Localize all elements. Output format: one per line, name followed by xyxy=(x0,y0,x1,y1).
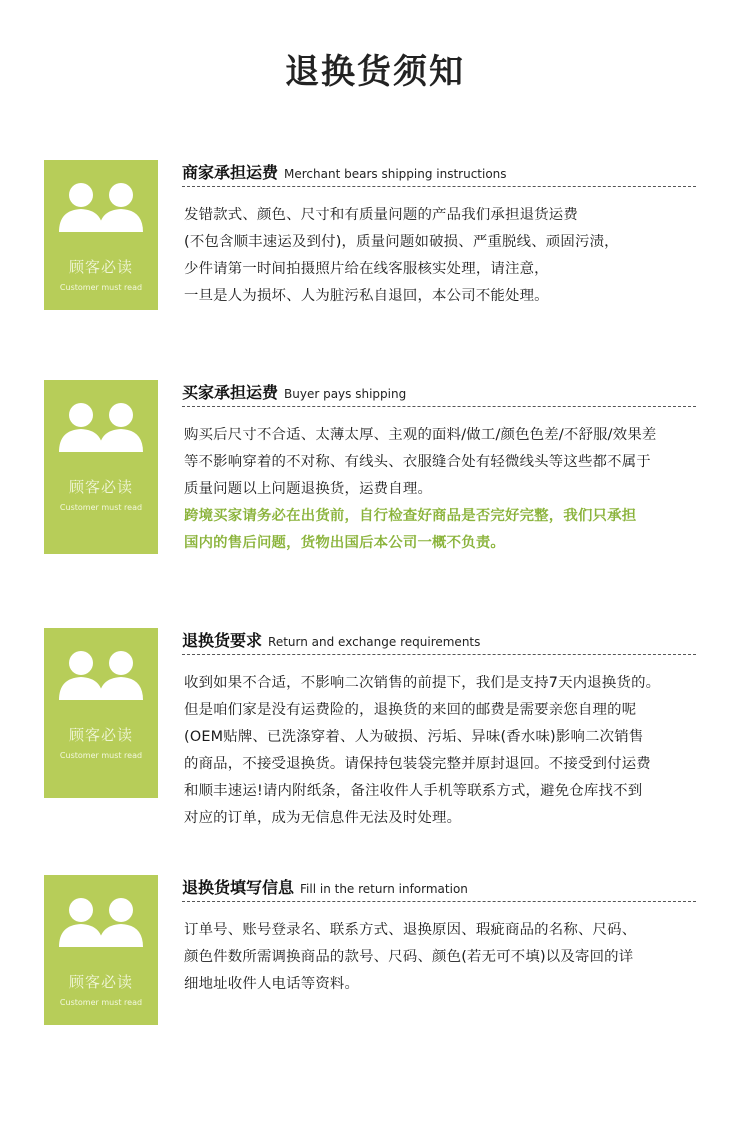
section-subtitle: Buyer pays shipping xyxy=(284,387,407,401)
badge-label: 顾客必读 xyxy=(68,258,133,276)
body-line: 但是咱们家是没有运费险的，退换货的来回的邮费是需要亲您自理的呢 xyxy=(184,702,637,718)
section-body xyxy=(184,422,712,557)
body-line: 等不影响穿着的不对称、有线头、衣服缝合处有轻微线头等这些都不属于 xyxy=(184,454,651,470)
section-body xyxy=(184,670,712,832)
customer-must-read-badge xyxy=(44,160,158,310)
body-line: 发错款式、颜色、尺寸和有质量问题的产品我们承担退货运费 xyxy=(184,207,578,223)
body-line: 购买后尺寸不合适、太薄太厚、主观的面料/做工/颜色色差/不舒服/效果差 xyxy=(184,427,657,443)
body-line: 和顺丰速运!请内附纸条，备注收件人手机等联系方式，避免仓库找不到 xyxy=(184,783,643,799)
users-icon xyxy=(51,396,151,460)
body-line: 订单号、账号登录名、联系方式、退换原因、瑕疵商品的名称、尺码、 xyxy=(184,922,637,938)
body-line: 一旦是人为损坏、人为脏污私自退回，本公司不能处理。 xyxy=(184,288,549,304)
body-line: 对应的订单，成为无信息件无法及时处理。 xyxy=(184,810,462,826)
body-line: (OEM贴牌、已洗涤穿着、人为破损、污垢、异味(香水味)影响二次销售 xyxy=(184,729,644,745)
body-line: 质量问题以上问题退换货，运费自理。 xyxy=(184,481,433,497)
badge-label: 顾客必读 xyxy=(68,973,133,991)
section-title: 买家承担运费 xyxy=(182,383,279,402)
customer-must-read-badge xyxy=(44,380,158,554)
section-heading xyxy=(182,875,696,902)
users-icon xyxy=(51,644,151,708)
section-title: 退换货要求 xyxy=(182,631,263,650)
body-line: 的商品，不接受退换货。请保持包装袋完整并原封退回。不接受到付运费 xyxy=(184,756,651,772)
customer-must-read-badge xyxy=(44,628,158,798)
badge-sublabel: Customer must read xyxy=(59,998,143,1007)
badge-sublabel: Customer must read xyxy=(59,503,143,512)
section-heading xyxy=(182,628,696,655)
body-line: 细地址收件人电话等资料。 xyxy=(184,976,360,992)
badge-label: 顾客必读 xyxy=(68,478,133,496)
badge-label: 顾客必读 xyxy=(68,726,133,744)
section-subtitle: Merchant bears shipping instructions xyxy=(284,167,507,181)
body-line: 少件请第一时间拍摄照片给在线客服核实处理，请注意， xyxy=(184,261,549,277)
page-title: 退换货须知 xyxy=(285,52,465,92)
section-body xyxy=(184,202,712,310)
users-icon xyxy=(51,176,151,240)
highlight-line: 跨境买家请务必在出货前，自行检查好商品是否完好完整，我们只承担 xyxy=(184,508,637,524)
users-icon xyxy=(51,891,151,955)
body-line: 收到如果不合适，不影响二次销售的前提下，我们是支持7天内退换货的。 xyxy=(184,675,661,691)
body-line: 颜色件数所需调换商品的款号、尺码、颜色(若无可不填)以及寄回的详 xyxy=(184,949,634,965)
section-title: 退换货填写信息 xyxy=(182,878,295,897)
section-subtitle: Fill in the return information xyxy=(300,882,468,896)
section-body xyxy=(184,917,712,998)
section-heading xyxy=(182,160,696,187)
body-line: (不包含顺丰速运及到付)，质量问题如破损、严重脱线、顽固污渍， xyxy=(184,234,619,250)
customer-must-read-badge xyxy=(44,875,158,1025)
section-subtitle: Return and exchange requirements xyxy=(268,635,481,649)
badge-sublabel: Customer must read xyxy=(59,283,143,292)
section-heading xyxy=(182,380,696,407)
badge-sublabel: Customer must read xyxy=(59,751,143,760)
section-title: 商家承担运费 xyxy=(182,163,279,182)
highlight-line: 国内的售后问题，货物出国后本公司一概不负责。 xyxy=(184,535,505,551)
